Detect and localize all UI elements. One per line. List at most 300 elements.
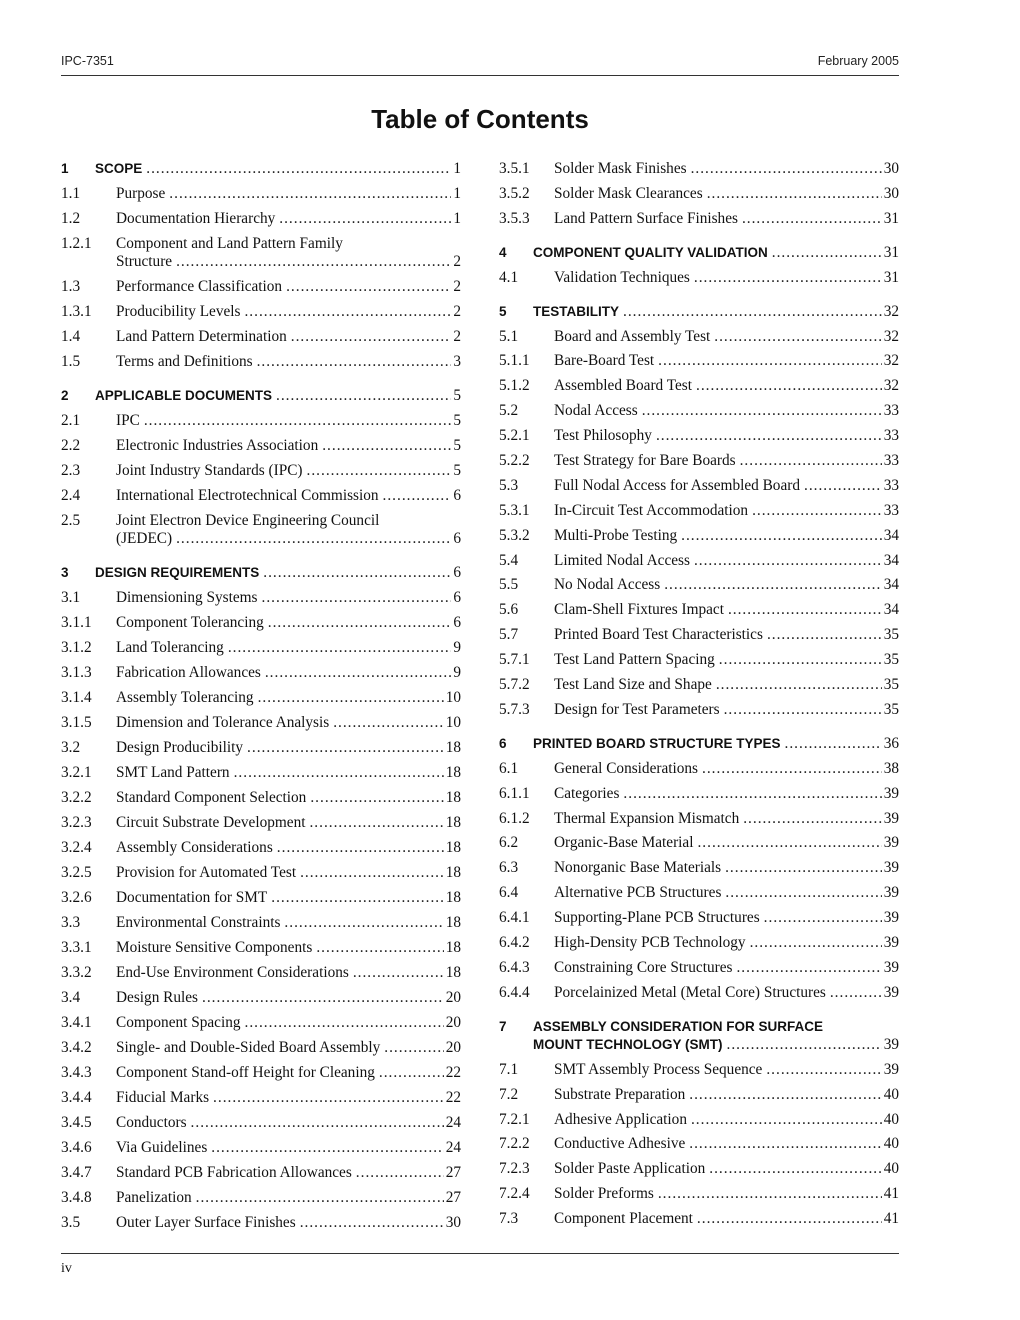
toc-entry-title: IPC	[116, 412, 140, 429]
toc-entry[interactable]	[61, 1089, 461, 1107]
toc-entry-number: 3.1.1	[61, 614, 92, 631]
toc-entry-title: Solder Mask Finishes	[554, 160, 687, 177]
toc-entry-title: Standard PCB Fabrication Allowances	[116, 1164, 352, 1181]
toc-entry-number: 5.3.1	[499, 501, 530, 519]
dot-leader	[656, 427, 882, 445]
dot-leader	[265, 664, 451, 682]
toc-entry[interactable]	[499, 352, 899, 370]
toc-entry-title: TESTABILITY	[533, 303, 619, 319]
toc-entry-page: 40	[883, 1160, 899, 1178]
toc-entry-number: 1.4	[61, 328, 81, 345]
toc-entry-title: Via Guidelines	[116, 1139, 208, 1156]
toc-entry-page: 20	[445, 989, 461, 1006]
toc-entry[interactable]	[499, 909, 899, 927]
toc-entry-number: 3.4.3	[61, 1064, 92, 1081]
document-date: February 2005	[817, 54, 899, 68]
toc-entry-number: 6	[499, 735, 507, 751]
toc-entry[interactable]	[61, 864, 461, 882]
toc-entry[interactable]	[61, 1014, 461, 1032]
toc-entry-number: 6.4.2	[499, 934, 530, 952]
toc-entry-number: 3.4.6	[61, 1139, 92, 1156]
toc-entry[interactable]	[61, 1164, 461, 1182]
toc-entry-number: 3.3.1	[61, 939, 92, 956]
toc-entry[interactable]	[499, 1135, 899, 1153]
toc-entry[interactable]	[61, 939, 461, 957]
toc-entry-title: Categories	[554, 784, 620, 802]
dot-leader	[176, 253, 451, 271]
dot-leader	[743, 810, 881, 828]
toc-entry[interactable]	[61, 964, 461, 982]
toc-entry-title: End-Use Environment Considerations	[116, 964, 349, 981]
toc-entry-page: 39	[883, 784, 899, 802]
toc-entry[interactable]	[61, 437, 461, 455]
dot-leader	[383, 487, 452, 505]
toc-entry[interactable]	[499, 601, 899, 619]
dot-leader	[263, 564, 451, 582]
toc-entry[interactable]	[499, 452, 899, 470]
toc-entry-page: 18	[445, 864, 461, 881]
dot-leader	[284, 914, 443, 932]
dot-leader	[300, 864, 444, 882]
toc-entry-page: 10	[445, 714, 461, 731]
toc-entry-number: 1.3.1	[61, 303, 92, 320]
toc-entry-number: 2.4	[61, 487, 81, 504]
toc-entry-number: 3.2.2	[61, 789, 92, 806]
toc-entry-number: 3	[61, 565, 69, 580]
toc-entry-number: 2.1	[61, 412, 81, 429]
toc-entry[interactable]	[499, 477, 899, 495]
dot-leader	[211, 1139, 443, 1157]
toc-entry[interactable]	[61, 210, 461, 228]
toc-entry[interactable]	[61, 1039, 461, 1057]
toc-entry-number: 5.2.1	[499, 427, 530, 445]
toc-section[interactable]	[499, 1018, 899, 1054]
dot-leader	[767, 626, 882, 644]
toc-entry-number: 3.1.4	[61, 689, 92, 706]
dot-leader	[356, 1164, 444, 1182]
toc-entry-title: Solder Mask Clearances	[554, 184, 703, 202]
document-id: IPC-7351	[61, 54, 114, 68]
toc-entry[interactable]	[499, 377, 899, 395]
dot-leader	[642, 402, 882, 420]
toc-entry-page: 22	[445, 1089, 461, 1106]
toc-entry-number: 3.2	[61, 739, 81, 756]
dot-leader	[144, 412, 452, 430]
toc-entry[interactable]	[499, 1210, 899, 1228]
toc-entry[interactable]	[499, 959, 899, 977]
toc-entry-title: Moisture Sensitive Components	[116, 939, 313, 956]
toc-entry[interactable]	[61, 914, 461, 932]
toc-entry-title: Producibility Levels	[116, 303, 241, 320]
toc-entry-number: 3.3.2	[61, 964, 92, 981]
dot-leader	[658, 352, 882, 370]
toc-entry-number: 3.4	[61, 989, 81, 1006]
dot-leader	[262, 589, 452, 607]
toc-entry-page: 39	[883, 983, 899, 1001]
toc-entry-title: Organic-Base Material	[554, 834, 694, 852]
toc-entry-number: 3.5.3	[499, 209, 530, 227]
toc-entry-title: Land Pattern Surface Finishes	[554, 209, 738, 227]
toc-entry-number: 7.2.4	[499, 1185, 530, 1203]
toc-entry[interactable]	[61, 789, 461, 807]
dot-leader	[728, 601, 882, 619]
toc-entry[interactable]	[499, 160, 899, 178]
toc-entry-page: 35	[883, 651, 899, 669]
toc-entry-number: 3.5.1	[499, 160, 530, 177]
toc-entry-title: COMPONENT QUALITY VALIDATION	[533, 244, 768, 260]
toc-entry-number: 4.1	[499, 268, 519, 286]
toc-entry-title: Test Land Pattern Spacing	[554, 651, 715, 669]
toc-entry[interactable]	[61, 462, 461, 480]
dot-leader	[268, 614, 452, 632]
toc-entry-number: 6.4.3	[499, 958, 530, 976]
toc-entry-page: 9	[453, 639, 461, 656]
toc-entry-title: Design Producibility	[116, 739, 244, 756]
toc-entry-title: Circuit Substrate Development	[116, 814, 306, 831]
toc-entry-number: 3.1	[61, 589, 81, 606]
toc-entry-title: Limited Nodal Access	[554, 551, 690, 569]
toc-entry-page: 24	[445, 1114, 461, 1131]
dot-leader	[724, 701, 882, 719]
toc-entry[interactable]	[499, 934, 899, 952]
toc-entry-title: Component and Land Pattern Family	[116, 235, 343, 252]
toc-entry-page: 41	[883, 1210, 899, 1228]
toc-entry-number: 5.7.3	[499, 700, 530, 718]
toc-entry-page: 40	[883, 1135, 899, 1153]
toc-entry[interactable]	[499, 328, 899, 346]
toc-entry-page: 34	[883, 576, 899, 594]
dot-leader	[681, 527, 882, 545]
toc-entry-number: 5.1.2	[499, 377, 530, 395]
dot-leader	[271, 889, 443, 907]
toc-entry-title: Performance Classification	[116, 278, 283, 295]
toc-entry-title: Constraining Core Structures	[554, 958, 733, 976]
toc-entry[interactable]	[61, 639, 461, 657]
dot-leader	[245, 1014, 444, 1032]
toc-entry-page: 33	[883, 501, 899, 519]
toc-entry[interactable]	[499, 1086, 899, 1104]
dot-leader	[752, 502, 882, 520]
dot-leader	[310, 789, 443, 807]
toc-entry-page: 39	[883, 884, 899, 902]
toc-entry-number: 7.1	[499, 1060, 519, 1078]
toc-entry[interactable]	[61, 839, 461, 857]
toc-entry[interactable]	[499, 427, 899, 445]
dot-leader	[740, 452, 882, 470]
toc-entry-title: Nodal Access	[554, 402, 638, 420]
dot-leader	[257, 353, 452, 371]
toc-entry-number: 3.4.8	[61, 1189, 92, 1206]
toc-entry[interactable]	[61, 412, 461, 430]
dot-leader	[702, 760, 882, 778]
toc-entry-title: Joint Electron Device Engineering Council	[116, 512, 380, 529]
toc-entry[interactable]	[499, 269, 899, 287]
toc-entry-title: High-Density PCB Technology	[554, 934, 746, 952]
toc-entry-title: Conductive Adhesive	[554, 1135, 686, 1153]
toc-entry-page: 6	[453, 614, 461, 631]
toc-entry-number: 1.1	[61, 185, 81, 202]
toc-entry-title: Terms and Definitions	[116, 353, 253, 370]
dot-leader	[307, 462, 452, 480]
toc-entry[interactable]	[61, 814, 461, 832]
toc-entry-page: 39	[883, 909, 899, 927]
dot-leader	[309, 814, 443, 832]
dot-leader	[691, 160, 882, 178]
toc-entry-title-continued: (JEDEC)	[116, 530, 173, 547]
toc-entry-page: 27	[445, 1164, 461, 1181]
toc-entry-number: 3.5	[61, 1214, 81, 1231]
toc-entry-title: International Electrotechnical Commission	[116, 487, 379, 504]
toc-entry-page: 6	[453, 589, 461, 606]
toc-entry[interactable]	[499, 576, 899, 594]
toc-entry-number: 7.2.2	[499, 1135, 530, 1153]
toc-entry-title: PRINTED BOARD STRUCTURE TYPES	[533, 735, 781, 751]
toc-entry-number: 5.6	[499, 601, 519, 619]
toc-entry[interactable]	[61, 1139, 461, 1157]
toc-entry-page: 36	[883, 734, 899, 752]
dot-leader	[725, 859, 882, 877]
toc-entry-number: 6.1.2	[499, 809, 530, 827]
toc-entry[interactable]	[61, 689, 461, 707]
toc-entry-number: 3.4.7	[61, 1164, 92, 1181]
toc-entry-number: 5.4	[499, 551, 519, 569]
toc-entry-page: 31	[883, 209, 899, 227]
toc-entry-title: Nonorganic Base Materials	[554, 859, 722, 877]
toc-section[interactable]	[61, 564, 461, 582]
footer-rule	[61, 1253, 899, 1254]
toc-entry[interactable]	[61, 1064, 461, 1082]
toc-entry-title: Design Rules	[116, 989, 199, 1006]
toc-entry-page: 18	[445, 739, 461, 756]
dot-leader	[785, 735, 882, 753]
toc-entry[interactable]	[61, 1189, 461, 1207]
toc-entry[interactable]	[499, 552, 899, 570]
toc-entry-title: Component Spacing	[116, 1014, 241, 1031]
toc-section[interactable]	[61, 160, 461, 178]
toc-entry-page: 1	[453, 160, 461, 177]
toc-entry[interactable]	[499, 185, 899, 203]
toc-entry-title: Joint Industry Standards (IPC)	[116, 462, 303, 479]
toc-entry[interactable]	[499, 1061, 899, 1079]
toc-entry[interactable]	[61, 614, 461, 632]
toc-entry-page: 39	[883, 1035, 899, 1053]
toc-entry-page: 6	[453, 487, 461, 504]
toc-entry[interactable]	[499, 859, 899, 877]
toc-entry[interactable]	[61, 664, 461, 682]
toc-entry-page: 1	[453, 185, 461, 202]
toc-entry-title: Board and Assembly Test	[554, 327, 711, 345]
toc-entry-title: Bare-Board Test	[554, 352, 655, 370]
toc-entry-page: 33	[883, 476, 899, 494]
toc-entry[interactable]	[61, 764, 461, 782]
toc-entry-page: 10	[445, 689, 461, 706]
toc-entry-number: 3.2.5	[61, 864, 92, 881]
toc-entry[interactable]	[61, 235, 461, 271]
toc-entry-title: In-Circuit Test Accommodation	[554, 501, 749, 519]
toc-entry-number: 3.2.4	[61, 839, 92, 856]
dot-leader	[169, 185, 451, 203]
toc-entry-number: 7.3	[499, 1210, 519, 1228]
dot-leader	[742, 210, 882, 228]
toc-entry-title: Assembly Tolerancing	[116, 689, 254, 706]
toc-entry[interactable]	[61, 1214, 461, 1232]
toc-entry-title: Fiducial Marks	[116, 1089, 210, 1106]
dot-leader	[258, 689, 444, 707]
page-number: iv	[61, 1261, 72, 1276]
toc-entry[interactable]	[61, 185, 461, 203]
toc-entry-number: 3.4.2	[61, 1039, 92, 1056]
toc-entry-page: 32	[883, 352, 899, 370]
dot-leader	[689, 1086, 881, 1104]
dot-leader	[202, 989, 444, 1007]
toc-section[interactable]	[499, 735, 899, 753]
toc-entry-page: 18	[445, 939, 461, 956]
toc-entry-page: 32	[883, 302, 899, 320]
toc-entry[interactable]	[61, 714, 461, 732]
toc-entry-page: 30	[445, 1214, 461, 1231]
toc-entry-title: Validation Techniques	[554, 268, 690, 286]
toc-column-right	[499, 160, 899, 1228]
toc-entry-title: Panelization	[116, 1189, 192, 1206]
toc-entry-title: Dimensioning Systems	[116, 589, 258, 606]
toc-entry[interactable]	[499, 701, 899, 719]
toc-entry-page: 39	[883, 934, 899, 952]
toc-entry-page: 30	[883, 160, 899, 177]
toc-entry[interactable]	[499, 626, 899, 644]
toc-entry[interactable]	[499, 834, 899, 852]
toc-entry-page: 32	[883, 327, 899, 345]
toc-entry[interactable]	[499, 651, 899, 669]
toc-entry[interactable]	[499, 1185, 899, 1203]
toc-entry-number: 3.2.3	[61, 814, 92, 831]
dot-leader	[697, 1210, 882, 1228]
toc-entry-page: 33	[883, 402, 899, 420]
toc-entry[interactable]	[499, 502, 899, 520]
toc-entry-page: 18	[445, 889, 461, 906]
dot-leader	[664, 576, 881, 594]
toc-entry-page: 40	[883, 1110, 899, 1128]
toc-entry[interactable]	[61, 1114, 461, 1132]
toc-entry[interactable]	[61, 278, 461, 296]
toc-entry-number: 1.3	[61, 278, 81, 295]
toc-entry-title: General Considerations	[554, 759, 699, 777]
dot-leader	[694, 552, 882, 570]
toc-entry-title: Conductors	[116, 1114, 187, 1131]
toc-entry-page: 18	[445, 764, 461, 781]
toc-entry-number: 5.3.2	[499, 526, 530, 544]
toc-entry-number: 5	[499, 303, 507, 319]
toc-section[interactable]	[499, 303, 899, 321]
toc-entry[interactable]	[499, 884, 899, 902]
dot-leader	[176, 530, 451, 548]
toc-entry-number: 6.3	[499, 859, 519, 877]
toc-entry-title: Multi-Probe Testing	[554, 526, 678, 544]
toc-entry-page: 6	[453, 530, 461, 547]
dot-leader	[146, 160, 451, 178]
toc-entry[interactable]	[499, 527, 899, 545]
toc-entry-number: 2.2	[61, 437, 81, 454]
toc-entry-number: 3.2.6	[61, 889, 92, 906]
dot-leader	[714, 328, 881, 346]
toc-entry-page: 40	[883, 1085, 899, 1103]
toc-entry[interactable]	[499, 984, 899, 1002]
toc-entry[interactable]	[61, 989, 461, 1007]
toc-entry-title: Electronic Industries Association	[116, 437, 319, 454]
toc-entry-page: 39	[883, 859, 899, 877]
toc-entry-title: Component Tolerancing	[116, 614, 264, 631]
toc-entry-number: 3.4.5	[61, 1114, 92, 1131]
toc-entry[interactable]	[499, 1160, 899, 1178]
toc-entry[interactable]	[61, 328, 461, 346]
toc-entry-title: Supporting-Plane PCB Structures	[554, 909, 760, 927]
toc-entry[interactable]	[61, 889, 461, 907]
toc-entry[interactable]	[61, 487, 461, 505]
toc-entry[interactable]	[61, 353, 461, 371]
toc-entry[interactable]	[499, 785, 899, 803]
dot-leader	[244, 303, 451, 321]
toc-entry-page: 35	[883, 676, 899, 694]
toc-entry-page: 31	[883, 268, 899, 286]
toc-entry-title: Substrate Preparation	[554, 1085, 686, 1103]
toc-entry[interactable]	[499, 810, 899, 828]
dot-leader	[277, 839, 444, 857]
toc-entry[interactable]	[61, 589, 461, 607]
toc-entry-page: 20	[445, 1014, 461, 1031]
toc-entry-title: Provision for Automated Test	[116, 864, 297, 881]
toc-entry-page: 24	[445, 1139, 461, 1156]
toc-entry-number: 5.1.1	[499, 352, 530, 370]
toc-entry[interactable]	[61, 303, 461, 321]
toc-entry-page: 6	[453, 564, 461, 581]
toc-entry-page: 35	[883, 626, 899, 644]
toc-entry-title: Solder Preforms	[554, 1185, 654, 1203]
toc-entry-number: 3.1.5	[61, 714, 92, 731]
toc-entry[interactable]	[61, 739, 461, 757]
toc-entry-title: Fabrication Allowances	[116, 664, 261, 681]
toc-entry-page: 38	[883, 759, 899, 777]
toc-entry-title: Porcelainized Metal (Metal Core) Structures	[554, 983, 826, 1001]
toc-entry-page: 27	[445, 1189, 461, 1206]
toc-entry-number: 5.3	[499, 476, 519, 494]
toc-entry[interactable]	[499, 760, 899, 778]
toc-entry-title-continued: MOUNT TECHNOLOGY (SMT)	[533, 1036, 723, 1052]
toc-entry-page: 34	[883, 601, 899, 619]
dot-leader	[353, 964, 444, 982]
toc-entry-page: 33	[883, 452, 899, 470]
toc-entry-number: 3.4.1	[61, 1014, 92, 1031]
toc-entry[interactable]	[61, 512, 461, 548]
toc-entry-page: 39	[883, 1060, 899, 1078]
toc-entry[interactable]	[499, 210, 899, 228]
toc-entry[interactable]	[499, 402, 899, 420]
toc-entry[interactable]	[499, 1111, 899, 1129]
toc-entry[interactable]	[499, 676, 899, 694]
toc-entry-number: 1.2.1	[61, 235, 92, 252]
toc-entry-number: 3.1.2	[61, 639, 92, 656]
toc-entry-page: 5	[453, 462, 461, 479]
dot-leader	[750, 934, 882, 952]
toc-entry-number: 2.3	[61, 462, 81, 479]
toc-section[interactable]	[499, 244, 899, 262]
toc-section[interactable]	[61, 387, 461, 405]
toc-entry-title: DESIGN REQUIREMENTS	[95, 565, 260, 580]
toc-entry-title: Land Pattern Determination	[116, 328, 287, 345]
toc-entry-title: Outer Layer Surface Finishes	[116, 1214, 296, 1231]
toc-entry-page: 32	[883, 377, 899, 395]
toc-entry-page: 1	[453, 210, 461, 227]
dot-leader	[279, 210, 451, 228]
toc-entry-title: Assembly Considerations	[116, 839, 273, 856]
